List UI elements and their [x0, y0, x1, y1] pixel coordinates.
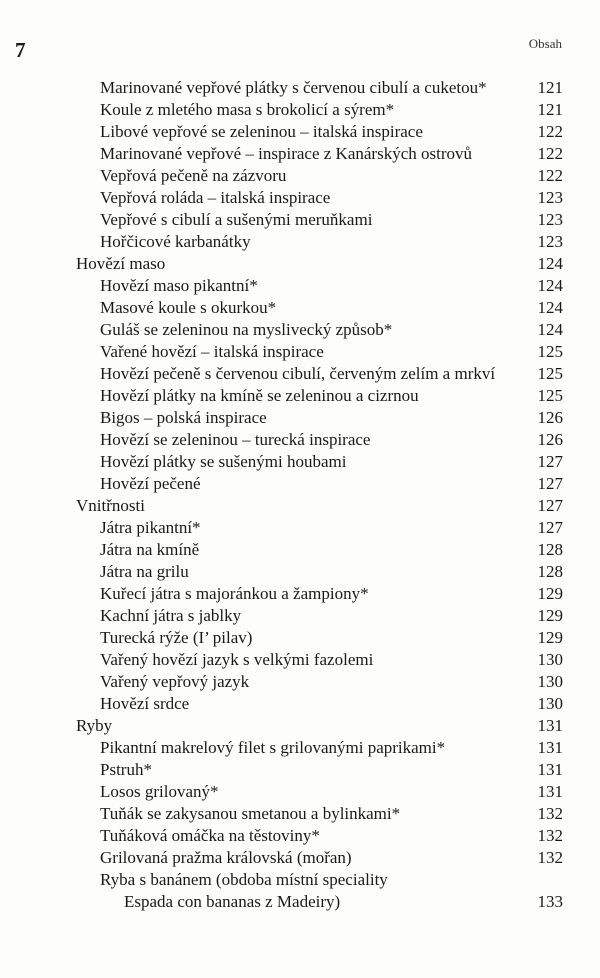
toc-entry: [0, 539, 600, 561]
entry-title: Masové koule s okurkou*: [100, 298, 277, 317]
entry-page: 123: [537, 188, 563, 207]
entry-title: Espada con bananas z Madeiry): [124, 892, 341, 911]
toc-entry: [0, 341, 600, 363]
entry-title: Pikantní makrelový filet s grilovanými paprikami*: [100, 738, 446, 757]
toc-entry: [0, 99, 600, 121]
entry-title: Játra na kmíně: [100, 540, 200, 559]
entry-page: 125: [537, 364, 563, 383]
entry-title: Vařené hovězí – italská inspirace: [100, 342, 324, 361]
entry-page: 129: [537, 606, 563, 625]
entry-title: Hovězí srdce: [100, 694, 190, 713]
entry-title: Kachní játra s jablky: [100, 606, 242, 625]
toc-entry: [0, 847, 600, 869]
entry-title: Koule z mletého masa s brokolicí a sýrem*: [100, 100, 395, 119]
entry-title: Vařený hovězí jazyk s velkými fazolemi: [100, 650, 374, 669]
toc-entry: [0, 627, 600, 649]
toc-entry: [0, 737, 600, 759]
entry-page: 130: [537, 694, 563, 713]
toc-entry: [0, 143, 600, 165]
entry-title: Vepřová pečeně na zázvoru: [100, 166, 287, 185]
entry-title: Vepřové s cibulí a sušenými meruňkami: [100, 210, 373, 229]
entry-page: 121: [537, 78, 563, 97]
entry-page: 131: [537, 782, 563, 801]
entry-page: 124: [537, 254, 563, 273]
toc-entry: [0, 429, 600, 451]
entry-page: 133: [537, 892, 563, 911]
entry-title: Hovězí maso: [76, 254, 166, 273]
entry-page: 128: [537, 562, 563, 581]
entry-page: 125: [537, 342, 563, 361]
entry-page: 132: [537, 826, 563, 845]
entry-title: Hovězí plátky se sušenými houbami: [100, 452, 347, 471]
entry-title: Vařený vepřový jazyk: [100, 672, 250, 691]
entry-page: 129: [537, 628, 563, 647]
toc-entry: [0, 869, 600, 891]
entry-page: 127: [537, 474, 563, 493]
toc-entry: [0, 517, 600, 539]
entry-page: 126: [537, 408, 563, 427]
entry-page: 127: [537, 518, 563, 537]
toc-section: [0, 253, 600, 275]
toc-entry: [0, 891, 600, 913]
entry-page: 127: [537, 496, 563, 515]
entry-title: Ryba s banánem (obdoba místní speciality: [100, 870, 388, 889]
entry-title: Hovězí plátky na kmíně se zeleninou a cizrnou: [100, 386, 419, 405]
toc-entry: [0, 451, 600, 473]
toc-entry: [0, 649, 600, 671]
toc-entry: [0, 121, 600, 143]
toc-entry: [0, 473, 600, 495]
entry-page: 130: [537, 650, 563, 669]
toc-entry: [0, 605, 600, 627]
entry-title: Tuňák se zakysanou smetanou a bylinkami*: [100, 804, 401, 823]
toc-entry: [0, 275, 600, 297]
entry-page: 130: [537, 672, 563, 691]
entry-page: 132: [537, 848, 563, 867]
toc-entry: [0, 77, 600, 99]
entry-page: 131: [537, 760, 563, 779]
entry-title: Hovězí se zeleninou – turecká inspirace: [100, 430, 371, 449]
entry-page: 124: [537, 298, 563, 317]
entry-page: 123: [537, 210, 563, 229]
toc-entry: [0, 363, 600, 385]
entry-title: Tuňáková omáčka na těstoviny*: [100, 826, 320, 845]
entry-title: Marinované vepřové – inspirace z Kanárských ostrovů: [100, 144, 472, 163]
entry-page: 125: [537, 386, 563, 405]
entry-title: Pstruh*: [100, 760, 152, 779]
entry-title: Hořčicové karbanátky: [100, 232, 251, 251]
running-head: Obsah: [528, 36, 562, 51]
entry-title: Hovězí maso pikantní*: [100, 276, 258, 295]
entry-page: 131: [537, 716, 563, 735]
entry-page: 123: [537, 232, 563, 251]
toc-entry: [0, 385, 600, 407]
toc-entry: [0, 825, 600, 847]
toc-entry: [0, 209, 600, 231]
toc-entry: [0, 583, 600, 605]
toc-entry: [0, 231, 600, 253]
toc-entry: [0, 803, 600, 825]
entry-title: Marinované vepřové plátky s červenou cibulí a cuketou*: [100, 78, 487, 97]
table-of-contents: [0, 77, 600, 913]
toc-section: [0, 715, 600, 737]
toc-entry: [0, 297, 600, 319]
toc-section: [0, 495, 600, 517]
entry-title: Bigos – polská inspirace: [100, 408, 267, 427]
entry-title: Losos grilovaný*: [100, 782, 219, 801]
entry-title: Hovězí pečené: [100, 474, 201, 493]
entry-title: Libové vepřové se zeleninou – italská inspirace: [100, 122, 423, 141]
entry-page: 124: [537, 276, 563, 295]
entry-title: Guláš se zeleninou na myslivecký způsob*: [100, 320, 393, 339]
entry-title: Vnitřnosti: [76, 496, 145, 515]
toc-entry: [0, 165, 600, 187]
entry-page: 126: [537, 430, 563, 449]
entry-title: Hovězí pečeně s červenou cibulí, červeným zelím a mrkví: [100, 364, 496, 383]
entry-page: 128: [537, 540, 563, 559]
entry-title: Grilovaná pražma královská (mořan): [100, 848, 352, 867]
toc-entry: [0, 781, 600, 803]
entry-page: 132: [537, 804, 563, 823]
entry-title: Játra na grilu: [100, 562, 189, 581]
entry-page: 127: [537, 452, 563, 471]
toc-entry: [0, 187, 600, 209]
toc-entry: [0, 561, 600, 583]
toc-entry: [0, 319, 600, 341]
entry-title: Vepřová roláda – italská inspirace: [100, 188, 331, 207]
toc-entry: [0, 407, 600, 429]
entry-page: 124: [537, 320, 563, 339]
entry-page: 122: [537, 144, 563, 163]
entry-title: Turecká rýže (I’ pilav): [100, 628, 253, 647]
entry-page: 129: [537, 584, 563, 603]
entry-title: Kuřecí játra s majoránkou a žampiony*: [100, 584, 369, 603]
entry-title: Játra pikantní*: [100, 518, 201, 537]
toc-entry: [0, 759, 600, 781]
entry-title: Ryby: [76, 716, 113, 735]
toc-entry: [0, 693, 600, 715]
entry-page: 122: [537, 166, 563, 185]
entry-page: 131: [537, 738, 563, 757]
toc-entry: [0, 671, 600, 693]
page-number: 7: [15, 38, 26, 62]
entry-page: 121: [537, 100, 563, 119]
entry-page: 122: [537, 122, 563, 141]
